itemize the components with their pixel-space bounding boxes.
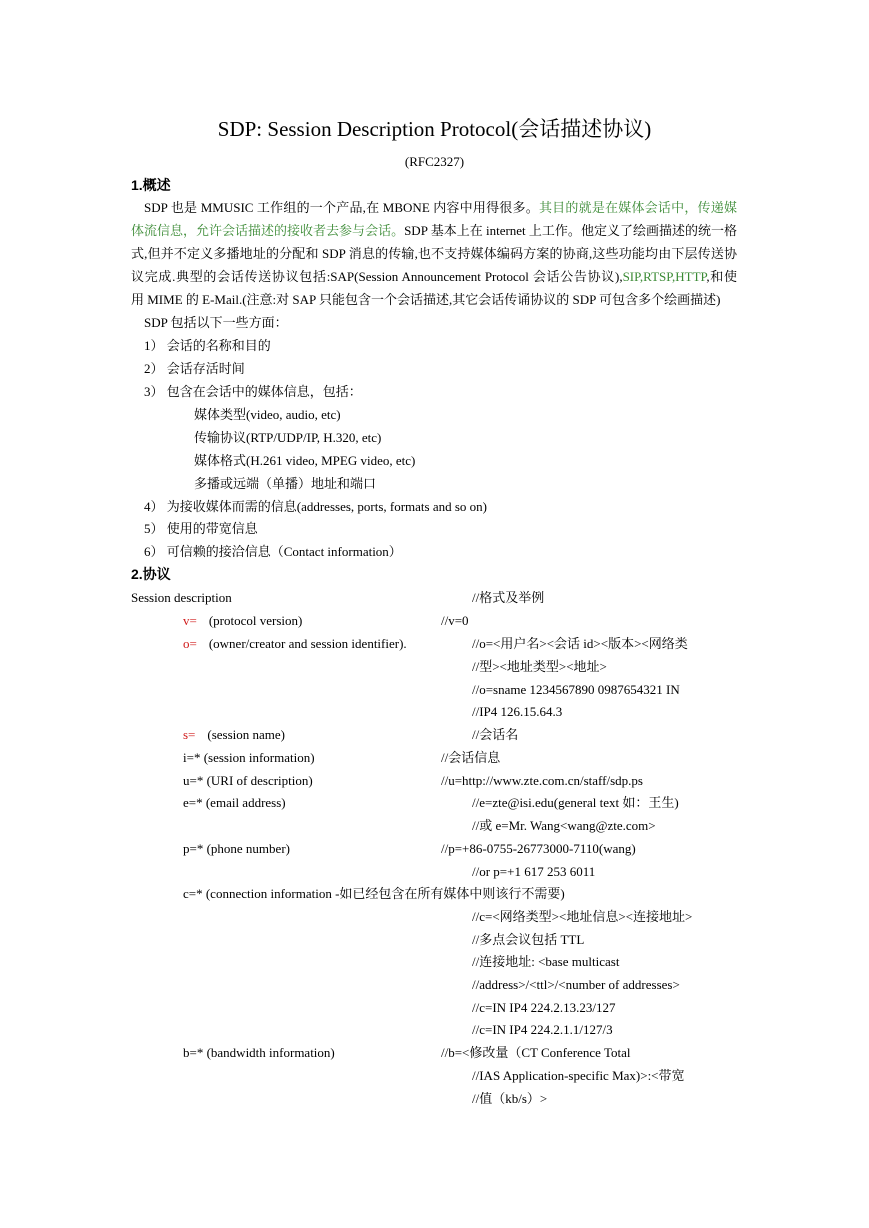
format-label: //格式及举例 <box>472 590 545 605</box>
field-example: //IAS Application-specific Max)>:<带宽 <box>472 1068 685 1083</box>
text-run: SDP 也是 MMUSIC 工作组的一个产品,在 MBONE 内容中用得很多。 <box>144 200 539 215</box>
page-subtitle: (RFC2327) <box>404 154 465 169</box>
section-heading-overview: 1.概述 <box>131 177 171 193</box>
field-example: //o=<用户名><会话 id><版本><网络类 <box>472 636 688 651</box>
paragraph-line <box>131 223 737 239</box>
protocol-links-text: SIP,RTSP,HTTP <box>622 269 707 284</box>
field-line-c: c=* (connection information -如已经包含在所有媒体中则该行不需要) <box>183 886 565 901</box>
field-example: //o=sname 1234567890 0987654321 IN <box>472 682 680 697</box>
sub-list-item: 媒体类型(video, audio, etc) <box>194 407 341 422</box>
field-line-i: i=* (session information) <box>183 750 315 765</box>
field-example: //会话名 <box>472 727 519 742</box>
field-line-b: b=* (bandwidth information) <box>183 1045 335 1060</box>
field-example: //c=IN IP4 224.2.1.1/127/3 <box>472 1022 613 1037</box>
field-example: //p=+86-0755-26773000-7110(wang) <box>441 841 636 856</box>
field-example: //b=<修改量（CT Conference Total <box>441 1045 631 1060</box>
sub-list-item: 传输协议(RTP/UDP/IP, H.320, etc) <box>194 430 382 445</box>
sub-list-item: 多播或远端（单播）地址和端口 <box>194 476 377 491</box>
field-line-e: e=* (email address) <box>183 795 286 810</box>
paragraph-line: 用 MIME 的 E-Mail.(注意:对 SAP 只能包含一个会话描述,其它会话传诵协议的 SDP 可包含多个绘画描述) <box>131 292 721 307</box>
field-key: o= <box>183 636 197 651</box>
list-item: 3） 包含在会话中的媒体信息，包括： <box>144 384 362 399</box>
field-example: //值（kb/s）> <box>472 1091 548 1106</box>
field-line-u: u=* (URI of description) <box>183 773 313 788</box>
paragraph-line <box>144 200 737 216</box>
field-line-p: p=* (phone number) <box>183 841 290 856</box>
field-example: //u=http://www.zte.com.cn/staff/sdp.ps <box>441 773 643 788</box>
field-line-o <box>183 636 407 652</box>
field-example: //多点会议包括 TTL <box>472 932 585 947</box>
text-run: SDP 基本上在 internet 上工作。他定义了绘画描述的统一格 <box>404 223 737 238</box>
paragraph-line <box>131 269 737 285</box>
field-example: //会话信息 <box>441 750 501 765</box>
list-item: 5） 使用的带宽信息 <box>144 521 258 536</box>
field-desc: (protocol version) <box>208 613 303 628</box>
list-intro: SDP 包括以下一些方面： <box>144 315 288 330</box>
field-example: //连接地址: <base multicast <box>472 954 620 969</box>
page-title: SDP: Session Description Protocol(会话描述协议) <box>217 117 652 141</box>
session-description-label: Session description <box>131 590 232 605</box>
field-example: //c=IN IP4 224.2.13.23/127 <box>472 1000 616 1015</box>
section-heading-protocol: 2.协议 <box>131 566 171 582</box>
field-line-v <box>183 613 302 629</box>
field-example: //e=zte@isi.edu(general text 如：王生) <box>472 795 679 810</box>
field-example: //或 e=Mr. Wang<wang@zte.com> <box>472 818 656 833</box>
field-key: v= <box>183 613 197 628</box>
list-item: 1） 会话的名称和目的 <box>144 338 271 353</box>
text-run: 议完成.典型的会话传送协议包括:SAP(Session Announcement Protocol 会话公告协议), <box>131 269 623 284</box>
field-key: s= <box>183 727 196 742</box>
list-item: 2） 会话存活时间 <box>144 361 245 376</box>
field-example: //IP4 126.15.64.3 <box>472 704 563 719</box>
field-example: //c=<网络类型><地址信息><连接地址> <box>472 909 693 924</box>
text-run: ,和使 <box>706 269 737 284</box>
list-item: 6） 可信赖的接洽信息（Contact information） <box>144 544 402 559</box>
field-desc: (session name) <box>207 727 286 742</box>
highlight-text: 其目的就是在媒体会话中，传递媒 <box>538 200 737 215</box>
sub-list-item: 媒体格式(H.261 video, MPEG video, etc) <box>194 453 416 468</box>
list-item: 4） 为接收媒体而需的信息(addresses, ports, formats and so on) <box>144 499 488 514</box>
paragraph-line: 式,但并不定义多播地址的分配和 SDP 消息的传输,也不支持媒体编码方案的协商,这些功能均由下层传送协 <box>131 246 737 261</box>
field-line-s <box>183 727 285 743</box>
highlight-text: 体流信息，允许会话描述的接收者去参与会话。 <box>131 223 405 238</box>
field-desc: (owner/creator and session identifier). <box>208 636 407 651</box>
field-example: //address>/<ttl>/<number of addresses> <box>472 977 680 992</box>
field-example: //or p=+1 617 253 6011 <box>472 864 596 879</box>
field-example: //v=0 <box>441 613 469 628</box>
field-example: //型><地址类型><地址> <box>472 659 607 674</box>
